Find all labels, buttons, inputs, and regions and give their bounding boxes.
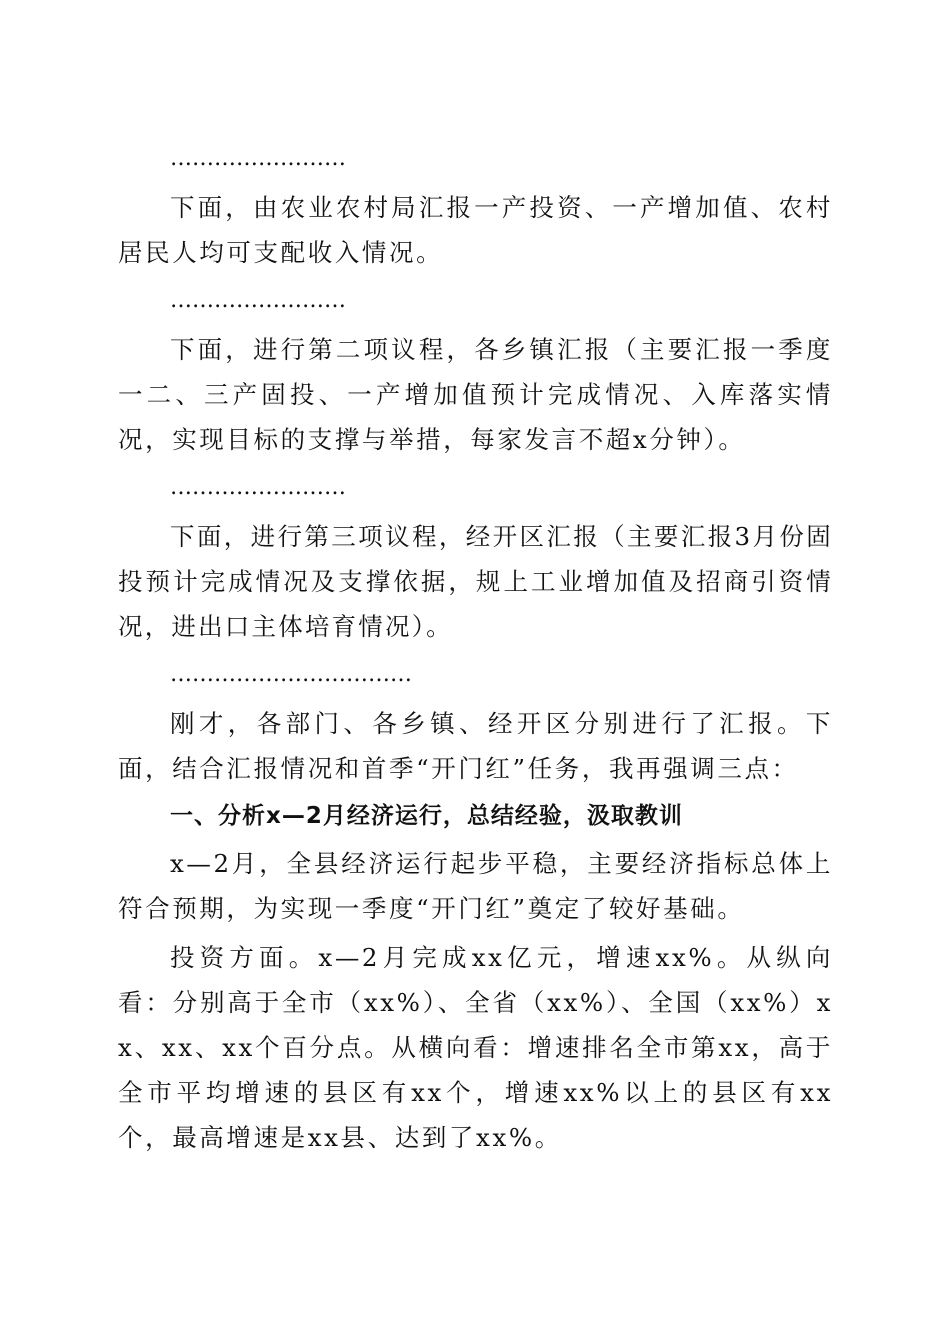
ellipsis-separator: ……………………: [170, 475, 346, 500]
paragraph-agriculture-report: 下面，由农业农村局汇报一产投资、一产增加值、农村居民人均可支配收入情况。: [118, 193, 833, 267]
paragraph-summary-intro: 刚才，各部门、各乡镇、经开区分别进行了汇报。下面，结合汇报情况和首季“开门红”任务，我再强调三点：: [118, 709, 833, 783]
ellipsis-separator: ……………………: [170, 146, 346, 171]
paragraph-economy-overview: x—2月，全县经济运行起步平稳，主要经济指标总体上符合预期，为实现一季度“开门红”奠定了较好基础。: [118, 849, 833, 923]
paragraph-agenda-item-three: 下面，进行第三项议程，经开区汇报（主要汇报3月份固投预计完成情况及支撑依据，规上工业增加值及招商引资情况，进出口主体培育情况）。: [118, 522, 833, 641]
section-heading-one: 一、分析x—2月经济运行，总结经验，汲取教训: [170, 803, 683, 829]
ellipsis-separator: ……………………………: [170, 662, 412, 687]
ellipsis-separator: ……………………: [170, 288, 346, 313]
paragraph-agenda-item-two: 下面，进行第二项议程，各乡镇汇报（主要汇报一季度一二、三产固投、一产增加值预计完成情况、入库落实情况，实现目标的支撑与举措，每家发言不超x分钟）。: [118, 335, 833, 454]
paragraph-investment: 投资方面。x—2月完成xx亿元，增速xx%。从纵向看：分别高于全市（xx%）、全省（xx%）、全国（xx%）xx、xx、xx个百分点。从横向看：增速排名全市第xx，高于全市平均增速的县区有xx个，增速xx%以上的县区有xx个，最高增速是xx县、达到了xx%。: [118, 943, 833, 1152]
document-body: [118, 135, 833, 1162]
